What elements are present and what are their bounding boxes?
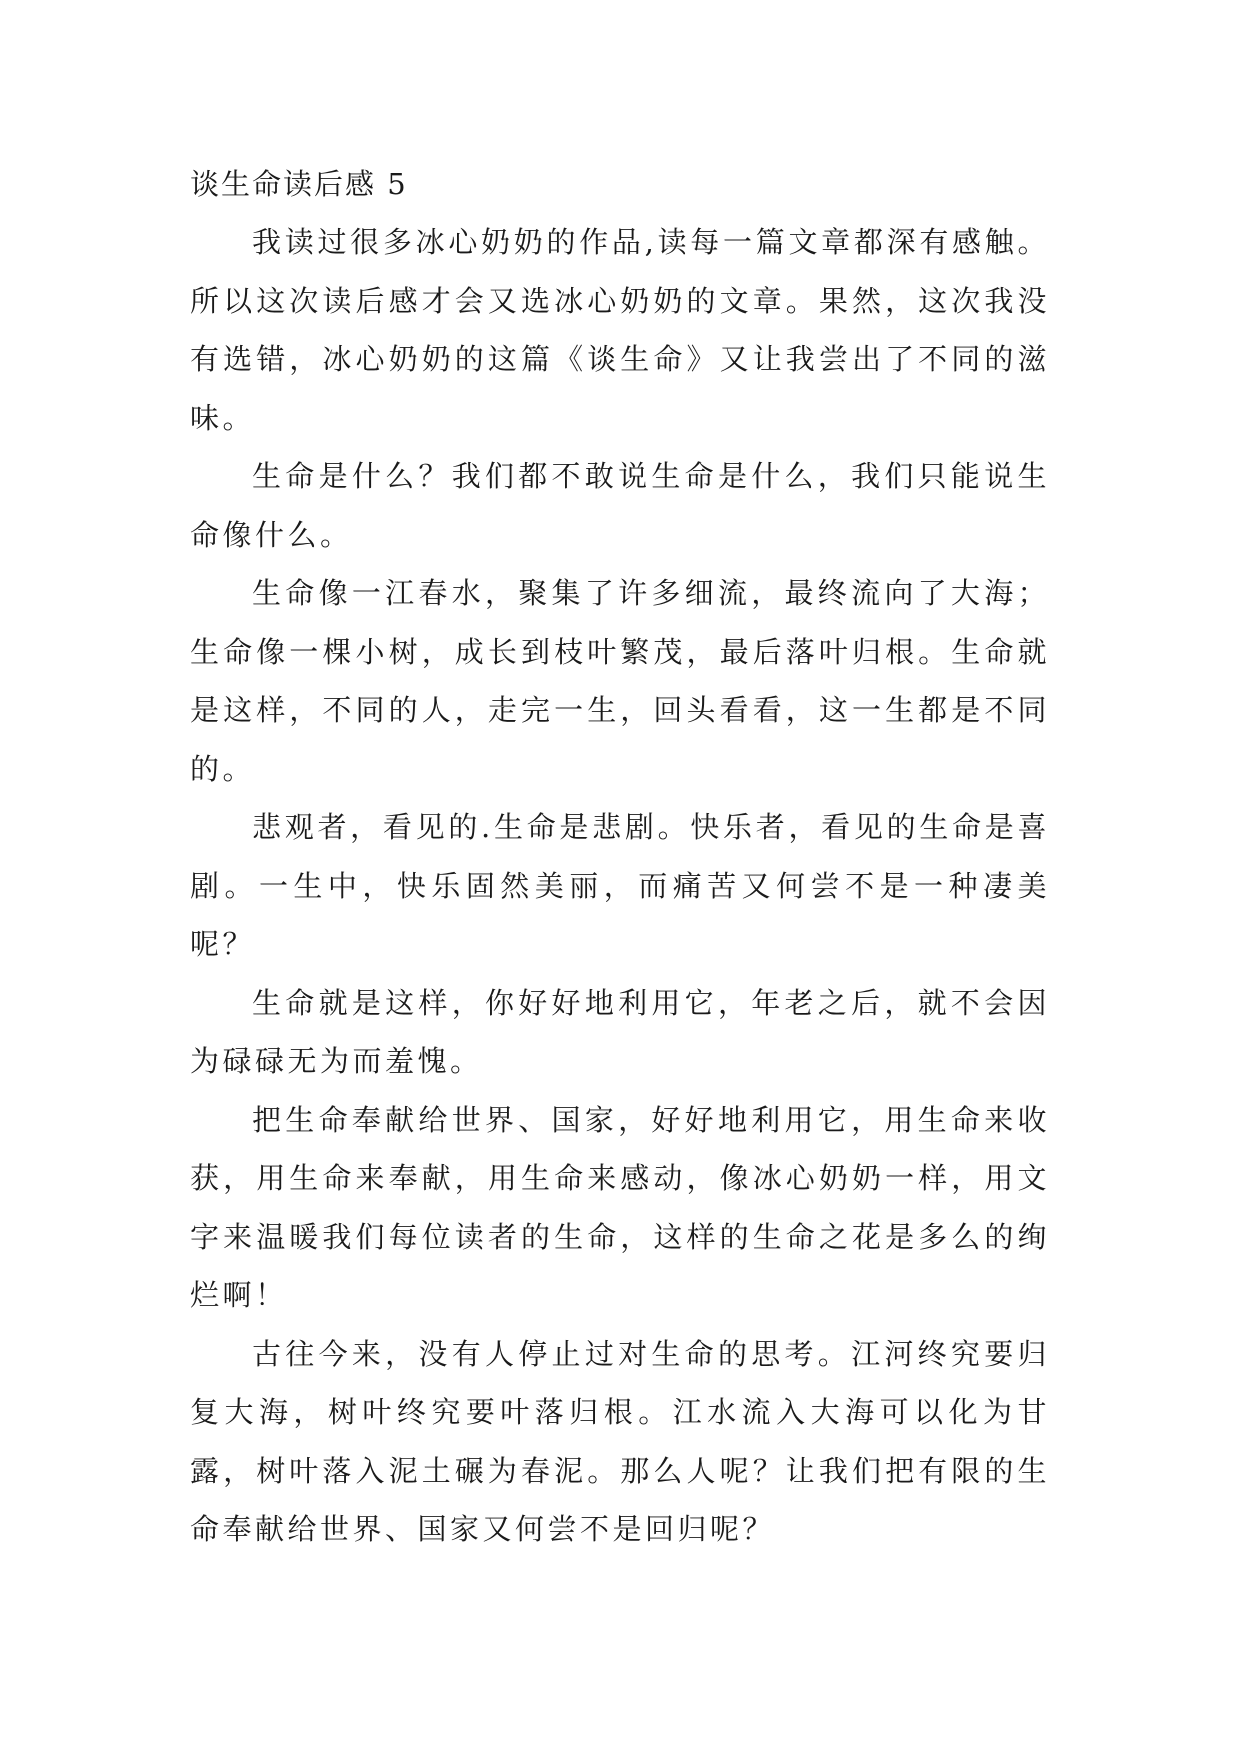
paragraph-7: 古往今来，没有人停止过对生命的思考。江河终究要归复大海，树叶终究要叶落归根。江水流入大海可以化为甘露，树叶落入泥土碾为春泥。那么人呢？让我们把有限的生命奉献给世界、国家又何尝不是回归呢？ (190, 1336, 1050, 1546)
paragraph-6: 把生命奉献给世界、国家，好好地利用它，用生命来收获，用生命来奉献，用生命来感动，像冰心奶奶一样，用文字来温暖我们每位读者的生命，这样的生命之花是多么的绚烂啊！ (190, 1102, 1050, 1312)
paragraph-5: 生命就是这样，你好好地利用它，年老之后，就不会因为碌碌无为而羞愧。 (190, 985, 1050, 1078)
paragraph-1: 我读过很多冰心奶奶的作品,读每一篇文章都深有感触。所以这次读后感才会又选冰心奶奶的文章。果然，这次我没有选错，冰心奶奶的这篇《谈生命》又让我尝出了不同的滋味。 (190, 225, 1050, 435)
paragraph-4: 悲观者，看见的.生命是悲剧。快乐者，看见的生命是喜剧。一生中，快乐固然美丽，而痛苦又何尝不是一种凄美呢？ (190, 810, 1050, 961)
paragraph-3: 生命像一江春水，聚集了许多细流，最终流向了大海；生命像一棵小树，成长到枝叶繁茂，最后落叶归根。生命就是这样，不同的人，走完一生，回头看看，这一生都是不同的。 (190, 576, 1050, 786)
paragraph-2: 生命是什么？我们都不敢说生命是什么，我们只能说生命像什么。 (190, 459, 1050, 552)
document-body (190, 213, 1050, 1559)
document-title: 谈生命读后感 5 (190, 167, 408, 201)
